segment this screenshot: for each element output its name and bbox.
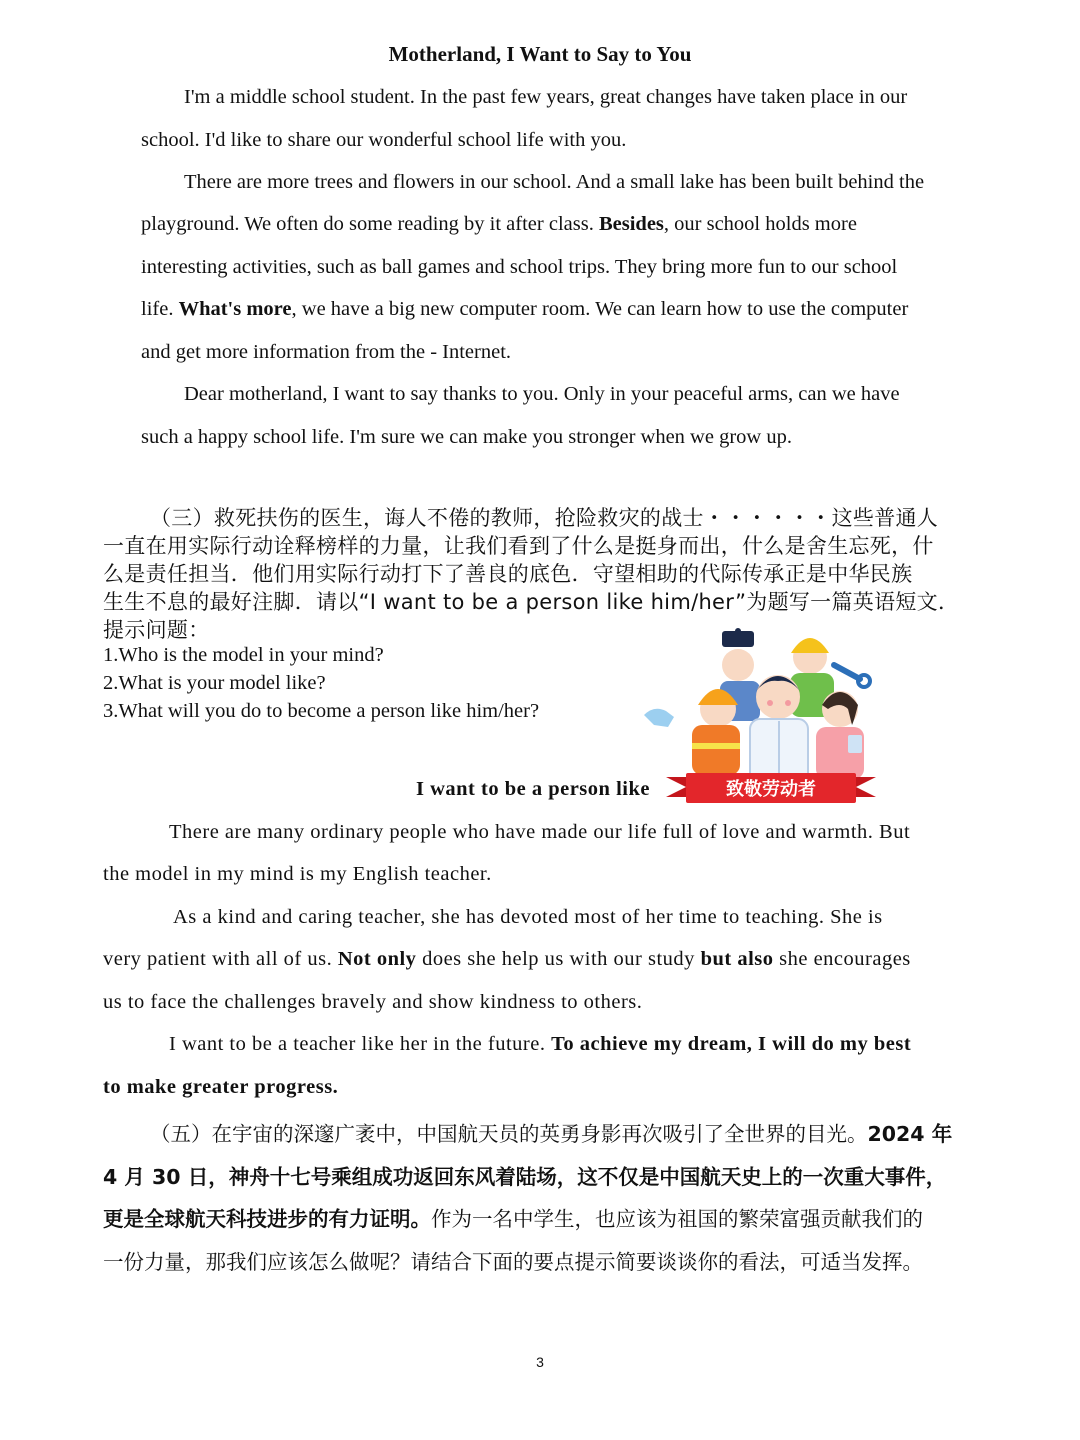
essay-text: does she help us with our study bbox=[422, 948, 695, 970]
bold-phrase: 更是全球航天科技进步的有力证明。 bbox=[103, 1207, 431, 1231]
wrench-icon bbox=[834, 665, 860, 679]
essay-2-title: I want to be a person like bbox=[416, 778, 650, 800]
essay-line: and get more information from the - Internet. bbox=[141, 341, 512, 363]
essay-text: very patient with all of us. bbox=[103, 948, 333, 970]
essay-line: to make greater progress. bbox=[103, 1076, 339, 1098]
essay-line: As a kind and caring teacher, she has devoted most of her time to teaching. She is bbox=[173, 906, 883, 928]
bold-phrase: 2024 年 bbox=[867, 1122, 953, 1146]
essay-line: school. I'd like to share our wonderful school life with you. bbox=[141, 129, 627, 151]
banner-text: 致敬劳动者 bbox=[726, 779, 816, 800]
workers-illustration bbox=[636, 625, 906, 815]
workers-illustration-svg bbox=[636, 625, 906, 815]
bold-phrase: What's more bbox=[178, 298, 292, 320]
hint-question: 3.What will you do to become a person like him/her? bbox=[103, 700, 540, 722]
prompt-line bbox=[103, 1202, 923, 1232]
hose-icon bbox=[644, 709, 674, 727]
essay-text: I want to be a teacher like her in the future. bbox=[169, 1033, 546, 1055]
essay-text: , our school holds more bbox=[663, 213, 857, 235]
policeman-face bbox=[722, 649, 754, 681]
helmet-icon bbox=[791, 638, 829, 653]
prompt-line: 一份力量，那我们应该怎么做呢？请结合下面的要点提示简要谈谈你的看法，可适当发挥。 bbox=[103, 1250, 923, 1274]
bold-phrase: but also bbox=[700, 948, 774, 970]
page-number: 3 bbox=[536, 1354, 544, 1370]
essay-line: us to face the challenges bravely and show kindness to others. bbox=[103, 991, 643, 1013]
clipboard-icon bbox=[848, 735, 862, 753]
bold-phrase: Not only bbox=[337, 948, 417, 970]
hint-question: 1.Who is the model in your mind? bbox=[103, 644, 384, 666]
essay-line: There are more trees and flowers in our school. And a small lake has been built behind the bbox=[184, 171, 925, 193]
prompt-text: 作为一名中学生，也应该为祖国的繁荣富强贡献我们的 bbox=[431, 1207, 923, 1231]
essay-line bbox=[169, 1033, 911, 1056]
prompt-text: （五）在宇宙的深邃广袤中，中国航天员的英勇身影再次吸引了全世界的目光。 bbox=[150, 1122, 868, 1146]
prompt-line: 一直在用实际行动诠释榜样的力量，让我们看到了什么是挺身而出，什么是舍生忘死，什 bbox=[103, 534, 934, 558]
essay-line bbox=[103, 948, 911, 971]
essay-line: There are many ordinary people who have made our life full of love and warmth. But bbox=[169, 821, 911, 843]
essay-line: I'm a middle school student. In the past few years, great changes have taken place in our bbox=[184, 86, 908, 108]
bold-phrase: Besides bbox=[598, 213, 664, 235]
essay-text: life. bbox=[141, 298, 174, 320]
prompt-line: 提示问题： bbox=[103, 618, 210, 642]
essay-line: interesting activities, such as ball games and school trips. They bring more fun to our school bbox=[141, 256, 898, 278]
essay-line: the model in my mind is my English teacher. bbox=[103, 863, 492, 885]
prompt-line: 生生不息的最好注脚．请以“I want to be a person like him/her”为题写一篇英语短文． bbox=[103, 590, 960, 614]
essay-text: she encourages bbox=[779, 948, 911, 970]
hint-question: 2.What is your model like? bbox=[103, 672, 326, 694]
prompt-line: （三）救死扶伤的医生，诲人不倦的教师，抢险救灾的战士・・・・・・这些普通人 bbox=[150, 506, 939, 530]
essay-text: , we have a big new computer room. We can learn how to use the computer bbox=[291, 298, 909, 320]
prompt-line: 么是责任担当．他们用实际行动打下了善良的底色．守望相助的代际传承正是中华民族 bbox=[103, 562, 913, 586]
essay-title: Motherland, I Want to Say to You bbox=[388, 42, 692, 66]
bold-phrase: To achieve my dream, I will do my best bbox=[551, 1033, 912, 1055]
prompt-line bbox=[150, 1117, 952, 1147]
essay-line bbox=[141, 298, 908, 321]
doctor-face bbox=[756, 675, 800, 719]
essay-line: such a happy school life. I'm sure we can make you stronger when we grow up. bbox=[141, 426, 792, 448]
essay-text: playground. We often do some reading by it after class. bbox=[141, 213, 594, 235]
essay-line: Dear motherland, I want to say thanks to you. Only in your peaceful arms, can we have bbox=[184, 383, 900, 405]
prompt-line: 4 月 30 日，神舟十七号乘组成功返回东风着陆场，这不仅是中国航天史上的一次重大事件， bbox=[103, 1165, 947, 1189]
essay-line bbox=[141, 213, 857, 236]
